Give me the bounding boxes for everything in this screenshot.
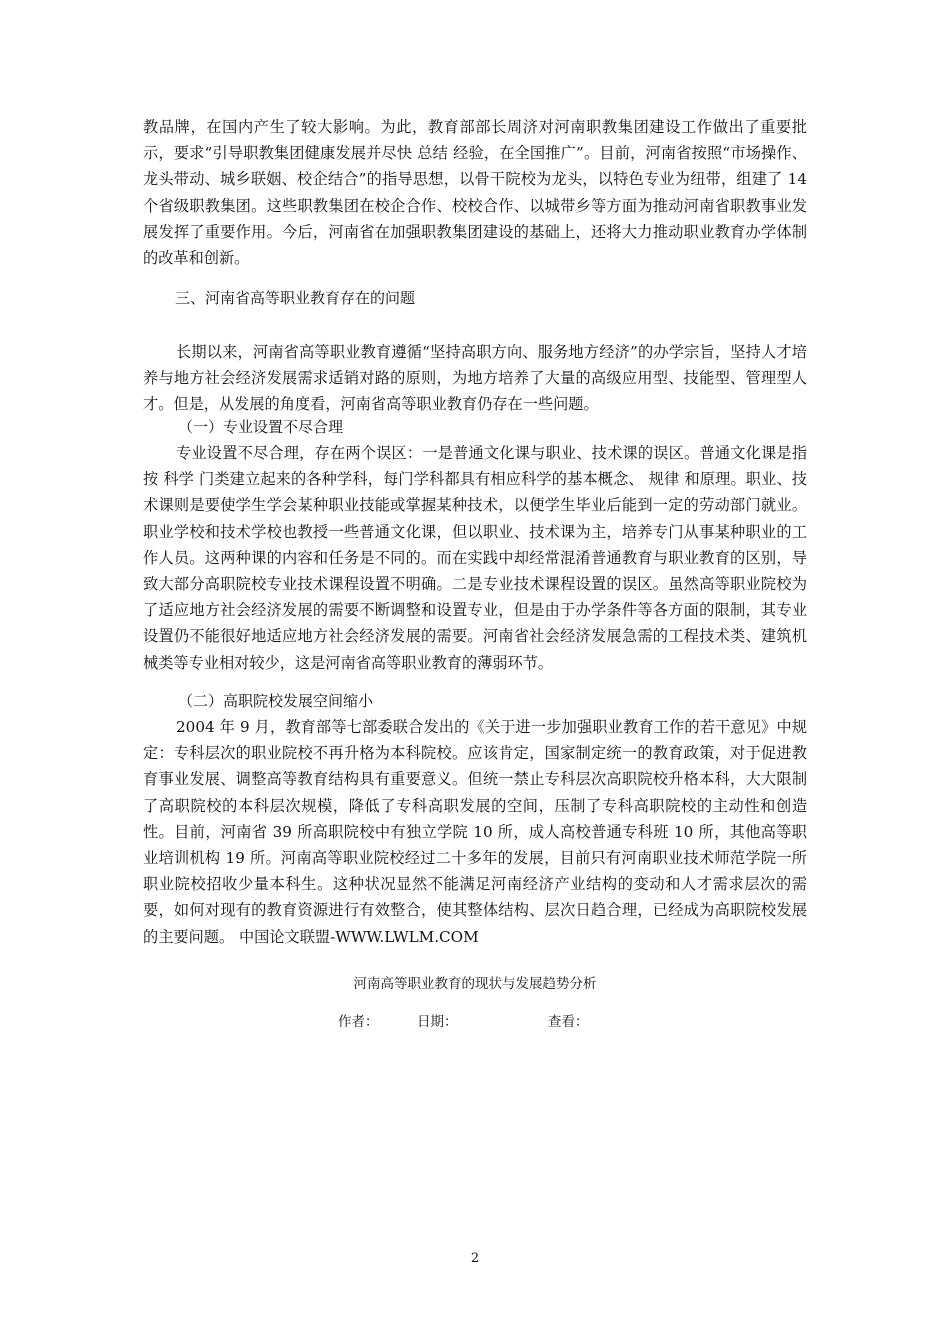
subsection-heading: （二）高职院校发展空间缩小 — [178, 692, 374, 710]
page-number: 2 — [470, 1251, 480, 1266]
date-label: 日期： — [417, 1014, 458, 1030]
author-label: 作者： — [338, 1014, 379, 1030]
body-paragraph: 2004 年 9 月，教育部等七部委联合发出的《关于进一步加强职业教育工作的若干意见》中规定：专科层次的职业院校不再升格为本科院校。应该肯定，国家制定统一的教育政策，对于促进教育事业发展、调整高等教育结构具有重要意义。但统一禁止专科层次高职院校升格本科，大大限制了高职院校的本科层次规模，降低了专科高职发展的空间，压制了专科高职院校的主动性和创造性。目前，河南省 39 所高职院校中有独立学院 10 所，成人高校普通专科班 10 所，其他高等职业培训机构 19 所。河南高等职业院校经过二十多年的发展，目前只有河南职业技术师范学院一所职业院校招收少量本科生。这种状况显然不能满足河南经济产业结构的变动和人才需求层次的需要，如何对现有的教育资源进行有效整合，使其整体结构、层次日趋合理，已经成为高职院校发展的主要问题。 中国论文联盟-WWW.LWLM.COM — [143, 718, 807, 946]
body-paragraph: 长期以来，河南省高等职业教育遵循“坚持高职方向、服务地方经济”的办学宗旨，坚持人才培养与地方社会经济发展需求适销对路的原则，为地方培养了大量的高级应用型、技能型、管理型人才。但是，从发展的角度看，河南省高等职业教育仍存在一些问题。 — [143, 343, 807, 414]
subsection-heading: （一）专业设置不尽合理 — [178, 418, 344, 436]
section-heading: 三、河南省高等职业教育存在的问题 — [175, 289, 416, 307]
views-label: 查看： — [548, 1014, 589, 1030]
article-title: 河南高等职业教育的现状与发展趋势分析 — [353, 976, 597, 992]
body-paragraph: 教品牌，在国内产生了较大影响。为此，教育部部长周济对河南职教集团建设工作做出了重要批示，要求“引导职教集团健康发展并尽快 总结 经验，在全国推广”。目前，河南省按照“市场操作、龙头带动、城乡联姻、校企结合”的指导思想，以骨干院校为龙头，以特色专业为纽带，组建了 14 个省级职教集团。这些职教集团在校企合作、校校合作、以城带乡等方面为推动河南省职教事业发展发挥了重要作用。今后，河南省在加强职教集团建设的基础上，还将大力推动职业教育办学体制的改革和创新。 — [143, 118, 807, 268]
body-paragraph: 专业设置不尽合理，存在两个误区：一是普通文化课与职业、技术课的误区。普通文化课是指按 科学 门类建立起来的各种学科，每门学科都具有相应科学的基本概念、 规律 和原理。职业、技术课则是要使学生学会某种职业技能或掌握某种技术，以便学生毕业后能到一定的劳动部门就业。职业学校和技术学校也教授一些普通文化课，但以职业、技术课为主，培养专门从事某种职业的工作人员。这两种课的内容和任务是不同的。而在实践中却经常混淆普通教育与职业教育的区别，导致大部分高职院校专业技术课程设置不明确。二是专业技术课程设置的误区。虽然高等职业院校为了适应地方社会经济发展的需要不断调整和设置专业，但是由于办学条件等各方面的限制，其专业设置仍不能很好地适应地方社会经济发展的需要。河南省社会经济发展急需的工程技术类、建筑机械类等专业相对较少，这是河南省高等职业教育的薄弱环节。 — [143, 444, 807, 672]
